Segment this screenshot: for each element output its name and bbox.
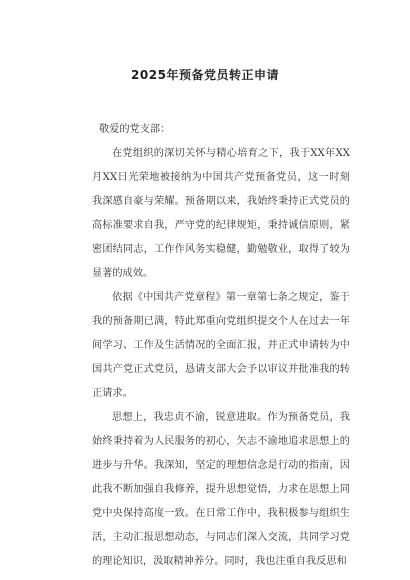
document-body [92,118,350,574]
paragraph-3: 思想上，我忠贞不渝，锐意进取。作为预备党员，我始终秉持着为人民服务的初心，矢志不渝地追求思想上的进步与升华。我深知，坚定的理想信念是行动的指南，因此我不断加强自我修养，提升思想觉悟，力求在思想上同党中央保持高度一致。在日常工作中，我积极参与组织生活，主动汇报思想动态，与同志们深入交流，共同学习党的理论知识，汲取精神养分。同时，我也注重自我反思和 [92,412,350,567]
paragraph-1: 在党组织的深切关怀与精心培育之下，我于XX年XX月XX日光荣地被接纳为中国共产党预备党员，这一时刻我深感自豪与荣耀。预备期以来，我始终秉持正式党员的高标准要求自我，严守党的纪律规矩，秉持诚信原则，紧密团结同志，工作作风务实稳健，勤勉敬业，取得了较为显著的成效。 [92,148,350,279]
salutation: 敬爱的党支部： [99,124,171,135]
paragraph-2: 依据《中国共产党章程》第一章第七条之规定，鉴于我的预备期已满，特此郑重向党组织提交个人在过去一年间学习、工作及生活情况的全面汇报，并正式申请转为中国共产党正式党员，恳请支部大会予以审议并批准我的转正请求。 [92,292,350,399]
document-title: 2025年预备党员转正申请 [131,68,279,82]
